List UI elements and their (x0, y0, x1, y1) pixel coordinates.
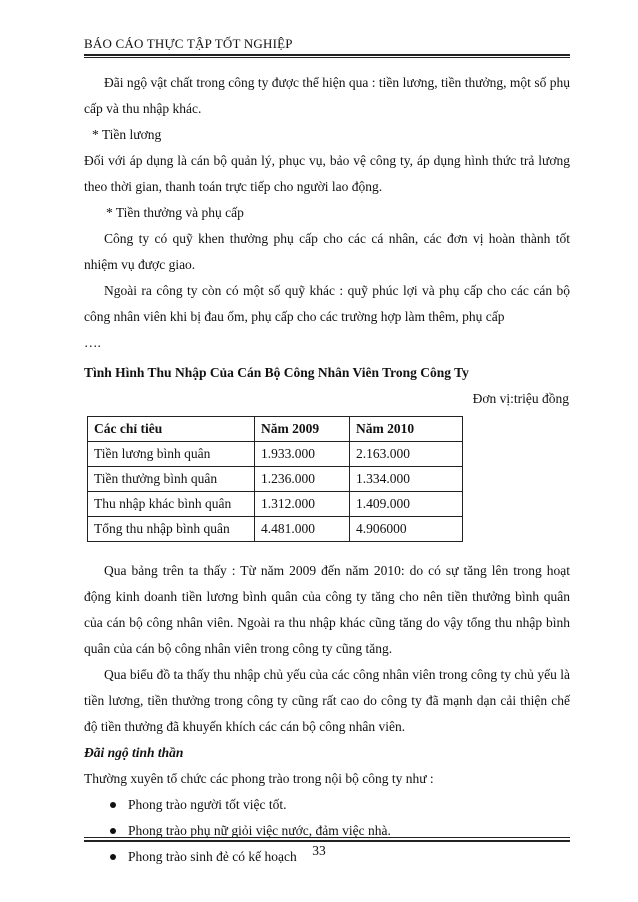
table-cell: 1.236.000 (255, 467, 350, 492)
bullet-icon (110, 802, 116, 808)
paragraph-chart-analysis: Qua biểu đồ ta thấy thu nhập chủ yếu của các công nhân viên trong công ty chủ yếu là tiền lương, tiền thưởng trong công ty cũng rất cao do công ty đã mạnh dạn cải thiện chế độ tiền thưởng đã khuyến khích các cán bộ công nhân viên. (84, 667, 570, 734)
footer-divider (84, 840, 570, 842)
table-cell: 1.933.000 (255, 442, 350, 467)
table-row (88, 492, 463, 517)
table-header-cell: Năm 2009 (255, 417, 350, 442)
table-cell: Thu nhập khác bình quân (88, 492, 255, 517)
table-cell: Tiền thưởng bình quân (88, 467, 255, 492)
paragraph-table-analysis: Qua bảng trên ta thấy : Từ năm 2009 đến năm 2010: do có sự tăng lên trong hoạt động kinh doanh tiền lương bình quân của công ty tăng cho nên tiền thưởng bình quân của cán bộ công nhân viên. Ngoài ra thu nhập khác cũng tăng do vậy tổng thu nhập bình quân của cán bộ công nhân viên trong công ty cũng tăng. (84, 563, 570, 656)
paragraph-other-funds: Ngoài ra công ty còn có một số quỹ khác : quỹ phúc lợi và phụ cấp cho các cán bộ công nhân viên khi bị đau ốm, phụ cấp cho các trường hợp làm thêm, phụ cấp (84, 283, 570, 324)
list-item-label: Phong trào sinh đẻ có kế hoạch (128, 849, 297, 864)
section-heading-spiritual: Đãi ngộ tinh thần (84, 745, 184, 760)
paragraph-bonus-fund: Công ty có quỹ khen thưởng phụ cấp cho các cá nhân, các đơn vị hoàn thành tốt nhiệm vụ được giao. (84, 231, 570, 272)
subheading-bonus-allowance: * Tiền thưởng và phụ cấp (106, 205, 244, 220)
table-title: Tình Hình Thu Nhập Của Cán Bộ Công Nhân Viên Trong Công Ty (84, 365, 469, 380)
table-cell: 1.409.000 (350, 492, 463, 517)
table-row (88, 467, 463, 492)
table-header-cell: Các chỉ tiêu (88, 417, 255, 442)
table-cell: 1.312.000 (255, 492, 350, 517)
table-header-row (88, 417, 463, 442)
table-row (88, 517, 463, 542)
table-header-cell: Năm 2010 (350, 417, 463, 442)
paragraph-salary: Đối với áp dụng là cán bộ quản lý, phục vụ, bảo vệ công ty, áp dụng hình thức trả lương theo thời gian, thanh toán trực tiếp cho người lao động. (84, 153, 570, 194)
subheading-salary: * Tiền lương (92, 127, 162, 142)
table-cell: 2.163.000 (350, 442, 463, 467)
ellipsis: …. (84, 335, 101, 350)
table-cell: 4.906000 (350, 517, 463, 542)
table-row (88, 442, 463, 467)
table-cell: 1.334.000 (350, 467, 463, 492)
income-table (87, 416, 463, 542)
list-item-label: Phong trào người tốt việc tốt. (128, 797, 287, 812)
spacer (84, 542, 570, 558)
page-number: 33 (312, 843, 326, 858)
page-header: BÁO CÁO THỰC TẬP TỐT NGHIỆP (84, 36, 293, 51)
list-item (84, 792, 570, 818)
bullet-icon (110, 828, 116, 834)
footer-divider-thin (84, 837, 570, 838)
list-item-label: Phong trào phụ nữ giỏi việc nước, đảm việc nhà. (128, 823, 391, 838)
paragraph-material-benefits: Đãi ngộ vật chất trong công ty được thể hiện qua : tiền lương, tiền thưởng, một số phụ cấp và thu nhập khác. (84, 75, 570, 116)
header-divider-thin (84, 57, 570, 58)
paragraph-movements: Thường xuyên tổ chức các phong trào trong nội bộ công ty như : (84, 771, 434, 786)
table-cell: Tiền lương bình quân (88, 442, 255, 467)
header-divider (84, 54, 570, 56)
table-cell: 4.481.000 (255, 517, 350, 542)
table-cell: Tổng thu nhập bình quân (88, 517, 255, 542)
page-content (84, 70, 570, 870)
table-unit: Đơn vị:triệu đồng (472, 391, 569, 406)
